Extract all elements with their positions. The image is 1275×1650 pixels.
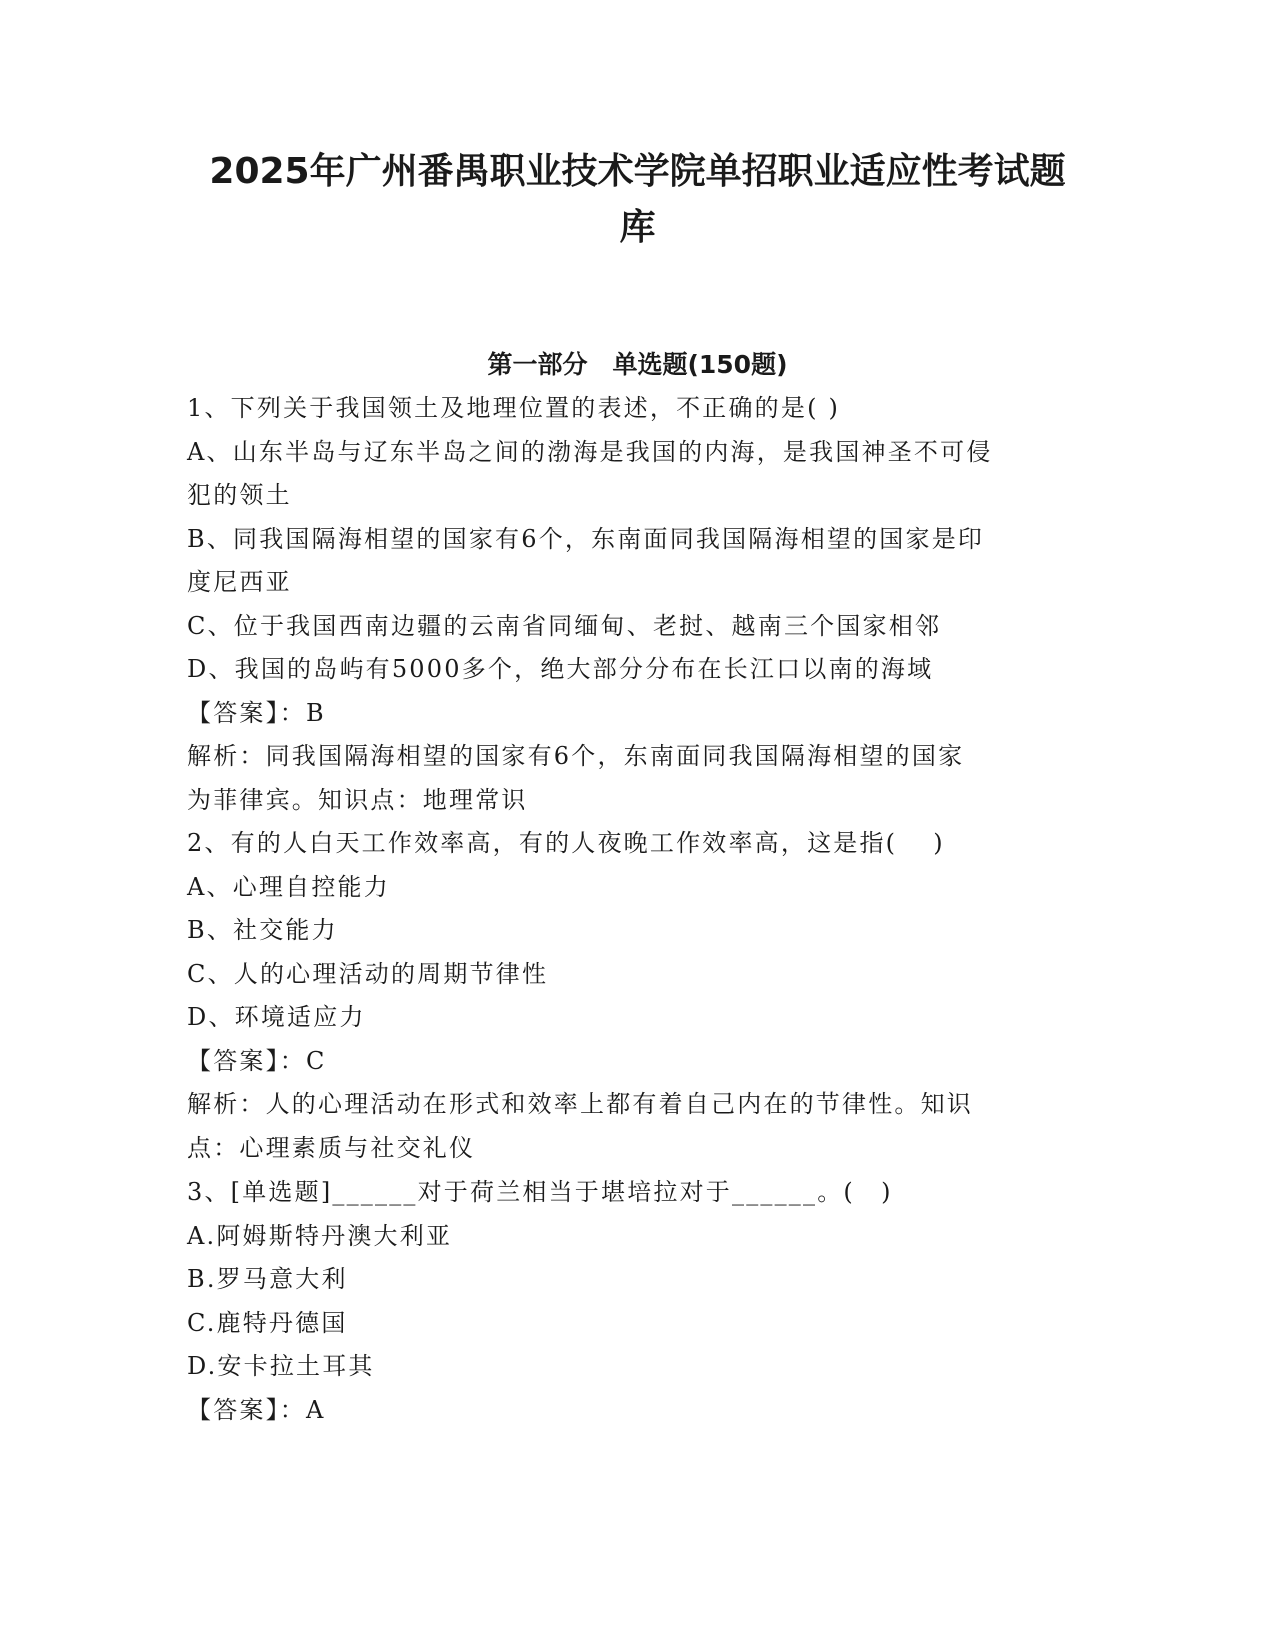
section-heading: 第一部分 单选题(150题) <box>487 350 788 379</box>
option-a-continued: 犯的领土 <box>187 481 292 509</box>
explanation: 解析：人的心理活动在形式和效率上都有着自己内在的节律性。知识 <box>187 1090 973 1118</box>
option-a: A.阿姆斯特丹澳大利亚 <box>187 1221 453 1250</box>
explanation-continued: 点：心理素质与社交礼仪 <box>187 1133 476 1162</box>
option-a: A、山东半岛与辽东半岛之间的渤海是我国的内海，是我国神圣不可侵 <box>187 437 993 466</box>
option-d: D、我国的岛屿有5000多个，绝大部分分布在长江口以南的海域 <box>187 655 934 683</box>
option-b: B、同我国隔海相望的国家有6个，东南面同我国隔海相望的国家是印 <box>187 524 985 553</box>
option-a: A、心理自控能力 <box>187 872 390 901</box>
option-c: C、人的心理活动的周期节律性 <box>187 959 549 988</box>
document-title <box>0 144 1275 256</box>
option-b: B.罗马意大利 <box>187 1265 348 1293</box>
title-line-1: 2025年广州番禺职业技术学院单招职业适应性考试题 <box>209 151 1066 192</box>
question-3 <box>187 1171 1087 1432</box>
option-d: D.安卡拉土耳其 <box>187 1352 375 1380</box>
answer: 【答案】：B <box>187 698 326 727</box>
explanation: 解析：同我国隔海相望的国家有6个，东南面同我国隔海相望的国家 <box>187 742 965 770</box>
option-c: C.鹿特丹德国 <box>187 1308 348 1337</box>
option-c: C、位于我国西南边疆的云南省同缅甸、老挝、越南三个国家相邻 <box>187 611 942 640</box>
answer: 【答案】：C <box>187 1046 327 1075</box>
explanation-continued: 为菲律宾。知识点：地理常识 <box>187 785 528 814</box>
title-line-2: 库 <box>619 207 656 248</box>
option-b: B、社交能力 <box>187 916 338 944</box>
option-d: D、环境适应力 <box>187 1003 366 1031</box>
question-stem: 1、下列关于我国领土及地理位置的表述，不正确的是( ) <box>187 394 841 422</box>
question-stem: 2、有的人白天工作效率高，有的人夜晚工作效率高，这是指( ) <box>187 829 945 857</box>
question-stem: 3、[单选题]______对于荷兰相当于堪培拉对于______。( ) <box>187 1178 893 1206</box>
question-2 <box>187 822 1087 1170</box>
option-b-continued: 度尼西亚 <box>187 568 292 596</box>
answer: 【答案】：A <box>187 1395 326 1424</box>
question-1 <box>187 387 1087 822</box>
